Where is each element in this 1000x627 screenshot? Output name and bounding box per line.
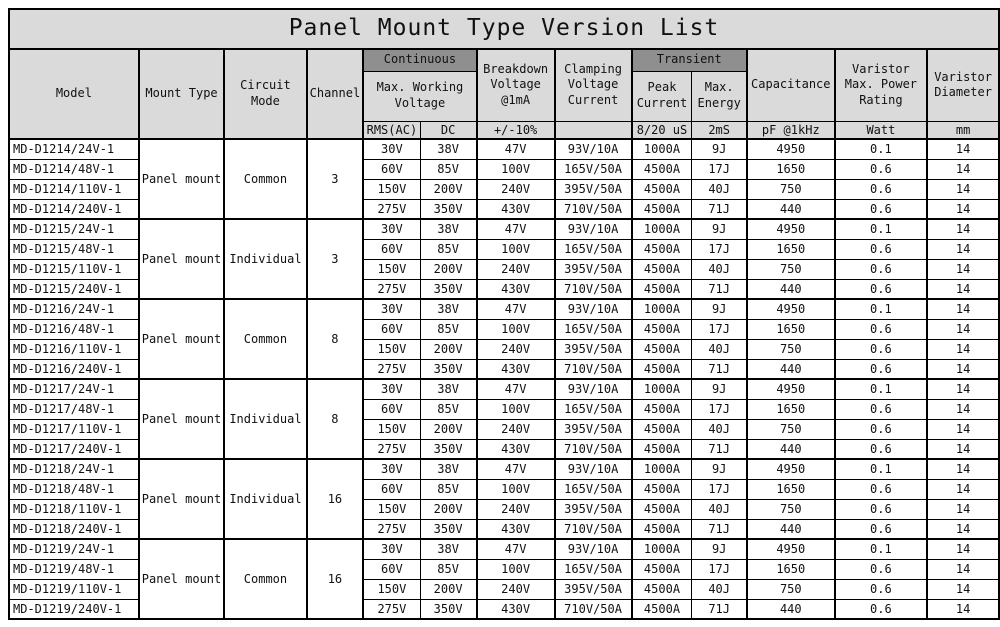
- value-cell: 200V: [420, 499, 477, 519]
- value-cell: 4500A: [632, 259, 692, 279]
- value-cell: 14: [927, 339, 999, 359]
- page-title: Panel Mount Type Version List: [9, 9, 999, 49]
- value-cell: 40J: [692, 259, 747, 279]
- value-cell: 0.1: [835, 459, 928, 479]
- value-cell: 60V: [363, 559, 420, 579]
- value-cell: 240V: [477, 259, 555, 279]
- value-cell: 0.6: [835, 499, 928, 519]
- col-header-mount-type: Mount Type: [139, 49, 224, 139]
- value-cell: 0.6: [835, 519, 928, 539]
- value-cell: 430V: [477, 359, 555, 379]
- circuit-mode-cell: Common: [224, 139, 306, 219]
- value-cell: 395V/50A: [555, 339, 632, 359]
- value-cell: 395V/50A: [555, 259, 632, 279]
- value-cell: 14: [927, 559, 999, 579]
- value-cell: 165V/50A: [555, 239, 632, 259]
- value-cell: 40J: [692, 419, 747, 439]
- value-cell: 200V: [420, 259, 477, 279]
- value-cell: 0.6: [835, 419, 928, 439]
- col-header-max-working-voltage: Max. Working Voltage: [363, 71, 476, 121]
- value-cell: 47V: [477, 299, 555, 319]
- value-cell: 430V: [477, 439, 555, 459]
- value-cell: 14: [927, 399, 999, 419]
- value-cell: 14: [927, 159, 999, 179]
- value-cell: 1650: [747, 159, 835, 179]
- model-cell: MD-D1215/240V-1: [9, 279, 139, 299]
- value-cell: 100V: [477, 559, 555, 579]
- value-cell: 85V: [420, 479, 477, 499]
- value-cell: 395V/50A: [555, 179, 632, 199]
- value-cell: 0.6: [835, 199, 928, 219]
- value-cell: 100V: [477, 159, 555, 179]
- value-cell: 710V/50A: [555, 439, 632, 459]
- value-cell: 100V: [477, 399, 555, 419]
- table-row: [9, 299, 999, 319]
- model-cell: MD-D1214/48V-1: [9, 159, 139, 179]
- value-cell: 93V/10A: [555, 299, 632, 319]
- channel-cell: 16: [307, 459, 364, 539]
- value-cell: 1000A: [632, 219, 692, 239]
- value-cell: 1650: [747, 559, 835, 579]
- value-cell: 14: [927, 519, 999, 539]
- value-cell: 1000A: [632, 379, 692, 399]
- model-cell: MD-D1218/48V-1: [9, 479, 139, 499]
- value-cell: 9J: [692, 459, 747, 479]
- col-header-breakdown-voltage: Breakdown Voltage @1mA: [477, 49, 555, 121]
- value-cell: 200V: [420, 339, 477, 359]
- model-cell: MD-D1214/110V-1: [9, 179, 139, 199]
- model-cell: MD-D1219/24V-1: [9, 539, 139, 559]
- value-cell: 14: [927, 239, 999, 259]
- circuit-mode-cell: Common: [224, 539, 306, 619]
- col-header-max-energy: Max. Energy: [692, 71, 747, 121]
- value-cell: 14: [927, 459, 999, 479]
- value-cell: 1000A: [632, 459, 692, 479]
- value-cell: 4500A: [632, 159, 692, 179]
- mount-type-cell: Panel mount: [139, 539, 224, 619]
- value-cell: 14: [927, 379, 999, 399]
- value-cell: 17J: [692, 319, 747, 339]
- value-cell: 47V: [477, 539, 555, 559]
- value-cell: 71J: [692, 199, 747, 219]
- value-cell: 1000A: [632, 139, 692, 159]
- value-cell: 60V: [363, 319, 420, 339]
- model-cell: MD-D1217/110V-1: [9, 419, 139, 439]
- value-cell: 4500A: [632, 359, 692, 379]
- value-cell: 0.6: [835, 279, 928, 299]
- value-cell: 440: [747, 439, 835, 459]
- model-cell: MD-D1217/48V-1: [9, 399, 139, 419]
- value-cell: 4950: [747, 459, 835, 479]
- value-cell: 240V: [477, 339, 555, 359]
- value-cell: 0.6: [835, 239, 928, 259]
- value-cell: 4500A: [632, 399, 692, 419]
- value-cell: 47V: [477, 379, 555, 399]
- value-cell: 4500A: [632, 339, 692, 359]
- value-cell: 4500A: [632, 319, 692, 339]
- value-cell: 93V/10A: [555, 459, 632, 479]
- value-cell: 100V: [477, 479, 555, 499]
- value-cell: 4950: [747, 379, 835, 399]
- value-cell: 85V: [420, 399, 477, 419]
- channel-cell: 8: [307, 379, 364, 459]
- group-header-transient: Transient: [632, 49, 747, 71]
- channel-cell: 3: [307, 139, 364, 219]
- group-header-continuous: Continuous: [363, 49, 476, 71]
- value-cell: 200V: [420, 419, 477, 439]
- value-cell: 440: [747, 279, 835, 299]
- value-cell: 17J: [692, 479, 747, 499]
- value-cell: 14: [927, 219, 999, 239]
- value-cell: 85V: [420, 319, 477, 339]
- value-cell: 0.1: [835, 539, 928, 559]
- unit-clamping-blank: [555, 121, 632, 139]
- value-cell: 30V: [363, 539, 420, 559]
- value-cell: 350V: [420, 199, 477, 219]
- model-cell: MD-D1214/24V-1: [9, 139, 139, 159]
- value-cell: 750: [747, 259, 835, 279]
- unit-max-energy: 2mS: [692, 121, 747, 139]
- value-cell: 0.6: [835, 179, 928, 199]
- value-cell: 4950: [747, 539, 835, 559]
- value-cell: 1000A: [632, 299, 692, 319]
- value-cell: 30V: [363, 139, 420, 159]
- value-cell: 750: [747, 579, 835, 599]
- channel-cell: 3: [307, 219, 364, 299]
- spec-table-body: [9, 139, 999, 619]
- value-cell: 38V: [420, 139, 477, 159]
- header-band-row: [9, 49, 999, 71]
- value-cell: 9J: [692, 219, 747, 239]
- value-cell: 240V: [477, 579, 555, 599]
- value-cell: 4500A: [632, 519, 692, 539]
- value-cell: 0.6: [835, 579, 928, 599]
- value-cell: 0.6: [835, 479, 928, 499]
- value-cell: 4950: [747, 299, 835, 319]
- value-cell: 100V: [477, 239, 555, 259]
- col-header-model: Model: [9, 49, 139, 139]
- value-cell: 38V: [420, 219, 477, 239]
- model-cell: MD-D1219/110V-1: [9, 579, 139, 599]
- unit-watt: Watt: [835, 121, 928, 139]
- table-row: [9, 539, 999, 559]
- value-cell: 0.6: [835, 259, 928, 279]
- value-cell: 275V: [363, 599, 420, 619]
- value-cell: 165V/50A: [555, 319, 632, 339]
- value-cell: 4500A: [632, 199, 692, 219]
- value-cell: 40J: [692, 579, 747, 599]
- spec-table: [8, 8, 1000, 620]
- mount-type-cell: Panel mount: [139, 299, 224, 379]
- value-cell: 47V: [477, 139, 555, 159]
- value-cell: 165V/50A: [555, 159, 632, 179]
- value-cell: 0.6: [835, 599, 928, 619]
- circuit-mode-cell: Individual: [224, 459, 306, 539]
- value-cell: 17J: [692, 559, 747, 579]
- value-cell: 150V: [363, 499, 420, 519]
- table-row: [9, 139, 999, 159]
- col-header-clamping-voltage-current: Clamping Voltage Current: [555, 49, 632, 121]
- value-cell: 150V: [363, 259, 420, 279]
- value-cell: 430V: [477, 519, 555, 539]
- table-row: [9, 459, 999, 479]
- value-cell: 350V: [420, 359, 477, 379]
- value-cell: 14: [927, 419, 999, 439]
- value-cell: 4500A: [632, 579, 692, 599]
- value-cell: 430V: [477, 199, 555, 219]
- value-cell: 14: [927, 499, 999, 519]
- value-cell: 395V/50A: [555, 499, 632, 519]
- value-cell: 71J: [692, 359, 747, 379]
- value-cell: 14: [927, 139, 999, 159]
- value-cell: 9J: [692, 379, 747, 399]
- model-cell: MD-D1219/48V-1: [9, 559, 139, 579]
- unit-capacitance: pF @1kHz: [747, 121, 835, 139]
- value-cell: 0.1: [835, 219, 928, 239]
- value-cell: 0.6: [835, 559, 928, 579]
- value-cell: 395V/50A: [555, 579, 632, 599]
- value-cell: 275V: [363, 279, 420, 299]
- value-cell: 430V: [477, 279, 555, 299]
- value-cell: 200V: [420, 179, 477, 199]
- value-cell: 710V/50A: [555, 599, 632, 619]
- value-cell: 150V: [363, 419, 420, 439]
- model-cell: MD-D1215/48V-1: [9, 239, 139, 259]
- value-cell: 240V: [477, 499, 555, 519]
- value-cell: 710V/50A: [555, 199, 632, 219]
- value-cell: 350V: [420, 519, 477, 539]
- value-cell: 440: [747, 199, 835, 219]
- value-cell: 165V/50A: [555, 559, 632, 579]
- value-cell: 4950: [747, 219, 835, 239]
- model-cell: MD-D1215/24V-1: [9, 219, 139, 239]
- value-cell: 4500A: [632, 559, 692, 579]
- value-cell: 60V: [363, 239, 420, 259]
- value-cell: 9J: [692, 139, 747, 159]
- value-cell: 150V: [363, 339, 420, 359]
- value-cell: 85V: [420, 159, 477, 179]
- mount-type-cell: Panel mount: [139, 459, 224, 539]
- value-cell: 14: [927, 279, 999, 299]
- value-cell: 71J: [692, 439, 747, 459]
- value-cell: 0.6: [835, 159, 928, 179]
- value-cell: 100V: [477, 319, 555, 339]
- value-cell: 750: [747, 419, 835, 439]
- value-cell: 30V: [363, 299, 420, 319]
- value-cell: 14: [927, 539, 999, 559]
- value-cell: 14: [927, 259, 999, 279]
- value-cell: 275V: [363, 199, 420, 219]
- value-cell: 14: [927, 439, 999, 459]
- channel-cell: 8: [307, 299, 364, 379]
- value-cell: 1650: [747, 479, 835, 499]
- value-cell: 17J: [692, 159, 747, 179]
- value-cell: 47V: [477, 459, 555, 479]
- value-cell: 275V: [363, 359, 420, 379]
- value-cell: 4500A: [632, 179, 692, 199]
- table-row: [9, 379, 999, 399]
- channel-cell: 16: [307, 539, 364, 619]
- value-cell: 4500A: [632, 439, 692, 459]
- circuit-mode-cell: Common: [224, 299, 306, 379]
- value-cell: 71J: [692, 519, 747, 539]
- model-cell: MD-D1216/110V-1: [9, 339, 139, 359]
- col-header-circuit-mode: Circuit Mode: [224, 49, 306, 139]
- value-cell: 350V: [420, 439, 477, 459]
- value-cell: 150V: [363, 579, 420, 599]
- value-cell: 38V: [420, 459, 477, 479]
- value-cell: 30V: [363, 379, 420, 399]
- value-cell: 60V: [363, 159, 420, 179]
- table-row: [9, 219, 999, 239]
- value-cell: 395V/50A: [555, 419, 632, 439]
- value-cell: 14: [927, 479, 999, 499]
- value-cell: 1650: [747, 239, 835, 259]
- value-cell: 150V: [363, 179, 420, 199]
- value-cell: 4500A: [632, 599, 692, 619]
- title-row: [9, 9, 999, 49]
- model-cell: MD-D1216/24V-1: [9, 299, 139, 319]
- model-cell: MD-D1217/240V-1: [9, 439, 139, 459]
- value-cell: 200V: [420, 579, 477, 599]
- value-cell: 30V: [363, 219, 420, 239]
- mount-type-cell: Panel mount: [139, 379, 224, 459]
- value-cell: 93V/10A: [555, 219, 632, 239]
- value-cell: 440: [747, 599, 835, 619]
- value-cell: 14: [927, 599, 999, 619]
- col-header-capacitance: Capacitance: [747, 49, 835, 121]
- value-cell: 71J: [692, 599, 747, 619]
- value-cell: 85V: [420, 559, 477, 579]
- value-cell: 85V: [420, 239, 477, 259]
- model-cell: MD-D1217/24V-1: [9, 379, 139, 399]
- value-cell: 17J: [692, 399, 747, 419]
- value-cell: 4500A: [632, 239, 692, 259]
- value-cell: 440: [747, 519, 835, 539]
- model-cell: MD-D1214/240V-1: [9, 199, 139, 219]
- value-cell: 710V/50A: [555, 279, 632, 299]
- value-cell: 4950: [747, 139, 835, 159]
- value-cell: 1650: [747, 319, 835, 339]
- value-cell: 350V: [420, 279, 477, 299]
- value-cell: 750: [747, 339, 835, 359]
- value-cell: 0.6: [835, 359, 928, 379]
- value-cell: 350V: [420, 599, 477, 619]
- model-cell: MD-D1218/110V-1: [9, 499, 139, 519]
- value-cell: 240V: [477, 179, 555, 199]
- value-cell: 60V: [363, 479, 420, 499]
- value-cell: 40J: [692, 499, 747, 519]
- col-header-varistor-max-power: Varistor Max. Power Rating: [835, 49, 928, 121]
- value-cell: 38V: [420, 379, 477, 399]
- value-cell: 750: [747, 179, 835, 199]
- value-cell: 14: [927, 299, 999, 319]
- col-header-varistor-diameter: Varistor Diameter: [927, 49, 999, 121]
- unit-rms-ac: RMS(AC): [363, 121, 420, 139]
- value-cell: 440: [747, 359, 835, 379]
- unit-breakdown-tolerance: +/-10%: [477, 121, 555, 139]
- value-cell: 430V: [477, 599, 555, 619]
- value-cell: 47V: [477, 219, 555, 239]
- value-cell: 9J: [692, 539, 747, 559]
- value-cell: 93V/10A: [555, 539, 632, 559]
- unit-peak-current: 8/20 uS: [632, 121, 692, 139]
- mount-type-cell: Panel mount: [139, 139, 224, 219]
- model-cell: MD-D1216/48V-1: [9, 319, 139, 339]
- value-cell: 30V: [363, 459, 420, 479]
- value-cell: 14: [927, 359, 999, 379]
- value-cell: 38V: [420, 299, 477, 319]
- value-cell: 1000A: [632, 539, 692, 559]
- value-cell: 14: [927, 579, 999, 599]
- value-cell: 240V: [477, 419, 555, 439]
- value-cell: 0.6: [835, 439, 928, 459]
- unit-mm: mm: [927, 121, 999, 139]
- value-cell: 165V/50A: [555, 399, 632, 419]
- value-cell: 1650: [747, 399, 835, 419]
- unit-dc: DC: [420, 121, 477, 139]
- value-cell: 14: [927, 179, 999, 199]
- model-cell: MD-D1219/240V-1: [9, 599, 139, 619]
- value-cell: 40J: [692, 339, 747, 359]
- value-cell: 93V/10A: [555, 139, 632, 159]
- value-cell: 0.1: [835, 379, 928, 399]
- value-cell: 0.6: [835, 319, 928, 339]
- value-cell: 71J: [692, 279, 747, 299]
- value-cell: 0.6: [835, 339, 928, 359]
- value-cell: 275V: [363, 519, 420, 539]
- value-cell: 93V/10A: [555, 379, 632, 399]
- value-cell: 17J: [692, 239, 747, 259]
- value-cell: 14: [927, 199, 999, 219]
- circuit-mode-cell: Individual: [224, 219, 306, 299]
- model-cell: MD-D1218/240V-1: [9, 519, 139, 539]
- value-cell: 275V: [363, 439, 420, 459]
- model-cell: MD-D1218/24V-1: [9, 459, 139, 479]
- value-cell: 0.6: [835, 399, 928, 419]
- value-cell: 710V/50A: [555, 359, 632, 379]
- mount-type-cell: Panel mount: [139, 219, 224, 299]
- value-cell: 4500A: [632, 479, 692, 499]
- circuit-mode-cell: Individual: [224, 379, 306, 459]
- value-cell: 4500A: [632, 279, 692, 299]
- col-header-channel: Channel: [307, 49, 364, 139]
- value-cell: 9J: [692, 299, 747, 319]
- value-cell: 750: [747, 499, 835, 519]
- value-cell: 0.1: [835, 299, 928, 319]
- model-cell: MD-D1215/110V-1: [9, 259, 139, 279]
- value-cell: 710V/50A: [555, 519, 632, 539]
- value-cell: 4500A: [632, 419, 692, 439]
- value-cell: 60V: [363, 399, 420, 419]
- value-cell: 0.1: [835, 139, 928, 159]
- value-cell: 14: [927, 319, 999, 339]
- value-cell: 4500A: [632, 499, 692, 519]
- value-cell: 165V/50A: [555, 479, 632, 499]
- model-cell: MD-D1216/240V-1: [9, 359, 139, 379]
- value-cell: 38V: [420, 539, 477, 559]
- col-header-peak-current: Peak Current: [632, 71, 692, 121]
- value-cell: 40J: [692, 179, 747, 199]
